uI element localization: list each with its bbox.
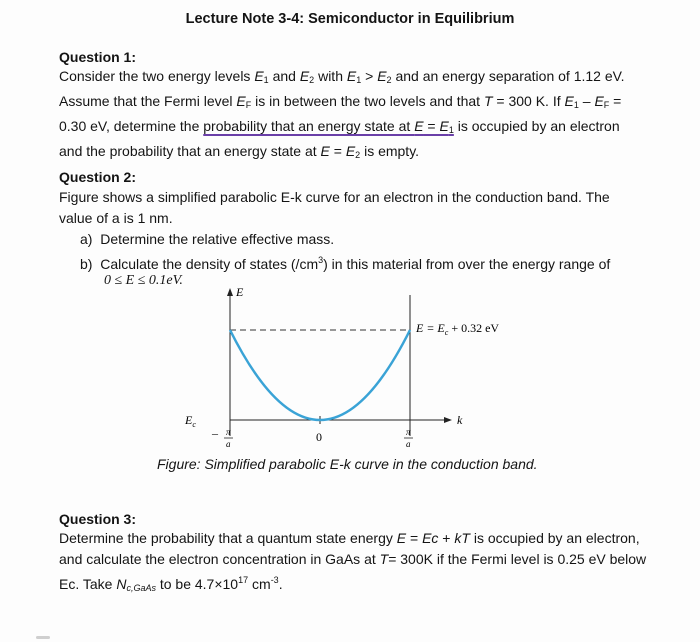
- energy-range: 0 ≤ E ≤ 0.1eV.: [104, 273, 183, 288]
- q3-line-2: and calculate the electron concentration in GaAs at T= 300K if the Fermi level is 0.25 eV below: [59, 551, 647, 567]
- q3-line-3: Ec. Take $N_{c,GaAs}$ to be $4.7\times 10^{17}$ $cm^{-3}$.: [59, 575, 283, 593]
- k-axis-arrow: [444, 417, 452, 423]
- q1-line-2: Assume that the Fermi level $E_F$ is in between the two levels and that T = 300 K. If $E_1 - E_F$ =: [59, 93, 622, 110]
- q2-item-a: a) Determine the relative effective mass.: [80, 231, 335, 247]
- q1-line-1: Consider the two energy levels $E_1$ and $E_2$ with $E_1 > E_2$ and an energy separation of 1.12 eV.: [59, 68, 625, 85]
- page-title: Lecture Note 3-4: Semiconductor in Equilibrium: [185, 11, 515, 27]
- zero-label: 0: [316, 430, 322, 444]
- e-axis-arrow: [227, 288, 233, 296]
- question-2-body: Figure shows a simplified parabolic E-k curve for an electron in the conduction band. The value of a is 1 nm.: [59, 189, 610, 226]
- pi-numerator: π: [406, 427, 411, 437]
- q2-item-b: b) Calculate the density of states $(/cm^3)$ in this material from over the energy range of: [80, 255, 611, 272]
- underlined-phrase: probability that an energy state at $E = E_1$: [203, 118, 454, 135]
- question-2-heading: Question 2:: [59, 169, 137, 185]
- neg-pi-sign: –: [212, 426, 218, 440]
- q1-line-3: 0.30 eV, determine the probability that an energy state at $E = E_1$ is occupied by an electron: [59, 118, 620, 135]
- pi-denominator: a: [406, 439, 411, 449]
- question-1-heading: Question 1:: [59, 49, 137, 65]
- question-3-heading: Question 3:: [59, 511, 137, 527]
- q3-line-1: Determine the probability that a quantum state energy E = Ec + kT is occupied by an electron,: [59, 530, 640, 546]
- ek-parabola-curve: [230, 330, 410, 420]
- figure-caption: Figure: Simplified parabolic E-k curve in the conduction band.: [157, 456, 538, 472]
- question-3-body: [59, 528, 659, 599]
- q1-line-4: and the probability that an energy state at $E = E_2$ is empty.: [59, 143, 420, 160]
- energy-level-label: $E = E_c + 0.32$ eV: [416, 321, 500, 337]
- neg-pi-numerator: π: [226, 427, 231, 437]
- scroll-mark: [36, 636, 50, 639]
- ec-label: $E_c$: [185, 413, 196, 429]
- k-axis-label: k: [457, 413, 463, 427]
- neg-pi-denominator: a: [226, 439, 231, 449]
- e-axis-label: E: [236, 285, 244, 299]
